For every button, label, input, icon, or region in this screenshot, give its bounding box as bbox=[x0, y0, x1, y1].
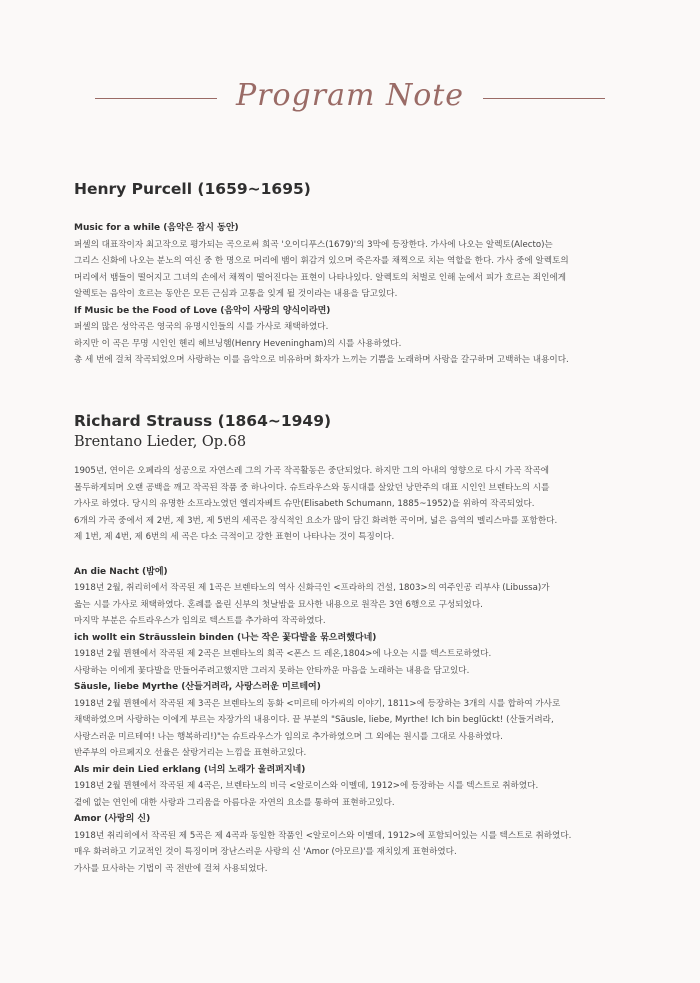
body-line: 가사로 하였다. 당시의 유명한 소프라노였던 엘리자베트 슈만(Elisabeth Schumann, 1885~1952)을 위하여 작곡되었다. bbox=[74, 499, 535, 509]
page-title: Program Note bbox=[235, 78, 465, 113]
piece-block bbox=[74, 564, 634, 630]
body-line: 퍼셀의 많은 성악곡은 영국의 유명시인들의 시를 가사로 채택하였다. bbox=[74, 322, 329, 332]
body-line: 그리스 신화에 나오는 분노의 여신 중 한 명으로 머리에 뱀이 휘감겨 있으며 죽은자를 채찍으로 치는 역할을 한다. 가사 중에 알렉토의 bbox=[74, 256, 569, 266]
header-rule-right bbox=[483, 98, 605, 99]
body-line: 1905년, 연이은 오페라의 성공으로 자연스레 그의 가곡 작곡활동은 중단되었다. 하지만 그의 아내의 영향으로 다시 가곡 작곡에 bbox=[74, 466, 550, 476]
piece-block bbox=[74, 630, 634, 680]
header-rule-left bbox=[95, 98, 217, 99]
body-line: 매우 화려하고 기교적인 것이 특징이며 장난스러운 사랑의 신 'Amor (아모르)'를 재치있게 표현하였다. bbox=[74, 847, 457, 857]
piece-block bbox=[74, 679, 634, 762]
body-line: 반주부의 아르페지오 선율은 살랑거리는 느낌을 표현하고있다. bbox=[74, 748, 307, 758]
body-line: 사랑하는 이에게 꽃다발을 만들어주려고했지만 그러지 못하는 안타까운 마음을 노래하는 내용을 담고있다. bbox=[74, 665, 470, 676]
body-line: 6개의 가곡 중에서 제 2번, 제 3번, 제 5번의 세곡은 장식적인 요소가 많이 담긴 화려한 곡이며, 넓은 음역의 멜리스마를 포함한다. bbox=[74, 515, 558, 526]
piece-title: Music for a while (음악은 잠시 동안) bbox=[74, 223, 239, 233]
section-purcell bbox=[74, 178, 634, 369]
body-line: 1918년 취리히에서 작곡된 제 5곡은 제 4곡과 동일한 작품인 <알로이스와 이멜데, 1912>에 포함되어있는 시를 텍스트로 취하였다. bbox=[74, 830, 572, 841]
body-line: 가사를 묘사하는 기법이 곡 전반에 걸쳐 사용되었다. bbox=[74, 863, 268, 874]
body-line: 제 1번, 제 4번, 제 6번의 세 곡은 다소 극적이고 강한 표현이 나타나는 것이 특징이다. bbox=[74, 532, 395, 542]
body-line: 하지만 이 곡은 무명 시인인 헨리 헤브닝햄(Henry Heveningham)의 시를 사용하였다. bbox=[74, 338, 402, 349]
piece-title: An die Nacht (밤에) bbox=[74, 566, 168, 577]
piece-title: Amor (사랑의 신) bbox=[74, 814, 151, 824]
piece-title: If Music be the Food of Love (음악이 사랑의 양식이라면) bbox=[74, 305, 331, 316]
body-line: 1918년 2월, 취리히에서 작곡된 제 1곡은 브렌타노의 역사 신화극인 <프라하의 건설, 1803>의 여주인공 리부샤 (Libussa)가 bbox=[74, 583, 550, 593]
piece-title: Säusle, liebe Myrthe (산들거려라, 사랑스러운 미르테여) bbox=[74, 682, 321, 692]
body-line: 마지막 부분은 슈트라우스가 임의로 텍스트를 추가하여 작곡하였다. bbox=[74, 616, 326, 626]
piece-title: Als mir dein Lied erklang (너의 노래가 울려퍼지네) bbox=[74, 764, 306, 775]
body-line: 총 세 번에 걸쳐 작곡되었으며 사랑하는 이를 음악으로 비유하며 화자가 느끼는 기쁨을 노래하며 사랑을 갈구하며 고백하는 내용이다. bbox=[74, 355, 569, 365]
body-line: 몰두하게되며 오랜 공백을 깨고 작곡된 작품 중 하나이다. 슈트라우스와 동시대를 살았던 낭만주의 대표 시인인 브렌타노의 시를 bbox=[74, 482, 550, 493]
body-line: 1918년 2월 뮌헨에서 작곡된 제 2곡은 브렌타노의 희곡 <폰스 드 레온,1804>에 나오는 시를 텍스트로하였다. bbox=[74, 649, 492, 659]
piece-block bbox=[74, 303, 634, 369]
section-strauss bbox=[74, 410, 634, 877]
body-line: 퍼셀의 대표작이자 최고작으로 평가되는 곡으로써 희곡 '오이디푸스(1679)'의 3막에 등장한다. 가사에 나오는 알렉토(Alecto)는 bbox=[74, 239, 553, 250]
body-line: 1918년 2월 뮌헨에서 작곡된 제 3곡은 브렌타노의 동화 <미르테 아가씨의 이야기, 1811>에 등장하는 3개의 시를 합하여 가사로 bbox=[74, 698, 561, 709]
body-line: 읊는 시를 가사로 채택하였다. 혼례를 올린 신부의 첫날밤을 묘사한 내용으로 원작은 3연 6행으로 구성되었다. bbox=[74, 599, 483, 610]
body-line: 1918년 2월 뮌헨에서 작곡된 제 4곡은, 브렌타노의 비극 <알로이스와 이멜데, 1912>에 등장하는 시를 텍스트로 취하였다. bbox=[74, 781, 539, 791]
work-subtitle: Brentano Lieder, Op.68 bbox=[74, 434, 247, 450]
piece-block bbox=[74, 220, 634, 303]
intro-paragraph bbox=[74, 463, 634, 546]
body-line: 사랑스러운 미르테여! 나는 행복하리!)"는 슈트라우스가 임의로 추가하였으며 그 외에는 원시를 그대로 사용하였다. bbox=[74, 731, 503, 742]
piece-title: ich wollt ein Sträusslein binden (나는 작은 꽃다발을 묶으려했다네) bbox=[74, 632, 377, 643]
body-line: 알렉토는 음악이 흐르는 동안은 모든 근심과 고통을 잊게 될 것이라는 내용을 담고있다. bbox=[74, 289, 398, 299]
composer-heading: Richard Strauss (1864~1949) bbox=[74, 412, 332, 430]
body-line: 곁에 없는 연인에 대한 사랑과 그리움을 아름다운 자연의 요소를 통하여 표현하고있다. bbox=[74, 797, 395, 808]
body-line: 머리에서 뱀들이 떨어지고 그녀의 손에서 채찍이 떨어진다는 표현이 나타나있다. 알렉토의 처벌로 인해 눈에서 피가 흐르는 죄인에게 bbox=[74, 272, 566, 283]
program-note-header bbox=[0, 76, 700, 120]
piece-block bbox=[74, 811, 634, 877]
body-line: 채택하였으며 사랑하는 이에게 부르는 자장가의 내용이다. 끝 부분의 "Säusle, liebe, Myrthe! Ich bin beglückt! (산들거려라, bbox=[74, 715, 554, 725]
composer-heading: Henry Purcell (1659~1695) bbox=[74, 180, 311, 198]
piece-block bbox=[74, 762, 634, 812]
